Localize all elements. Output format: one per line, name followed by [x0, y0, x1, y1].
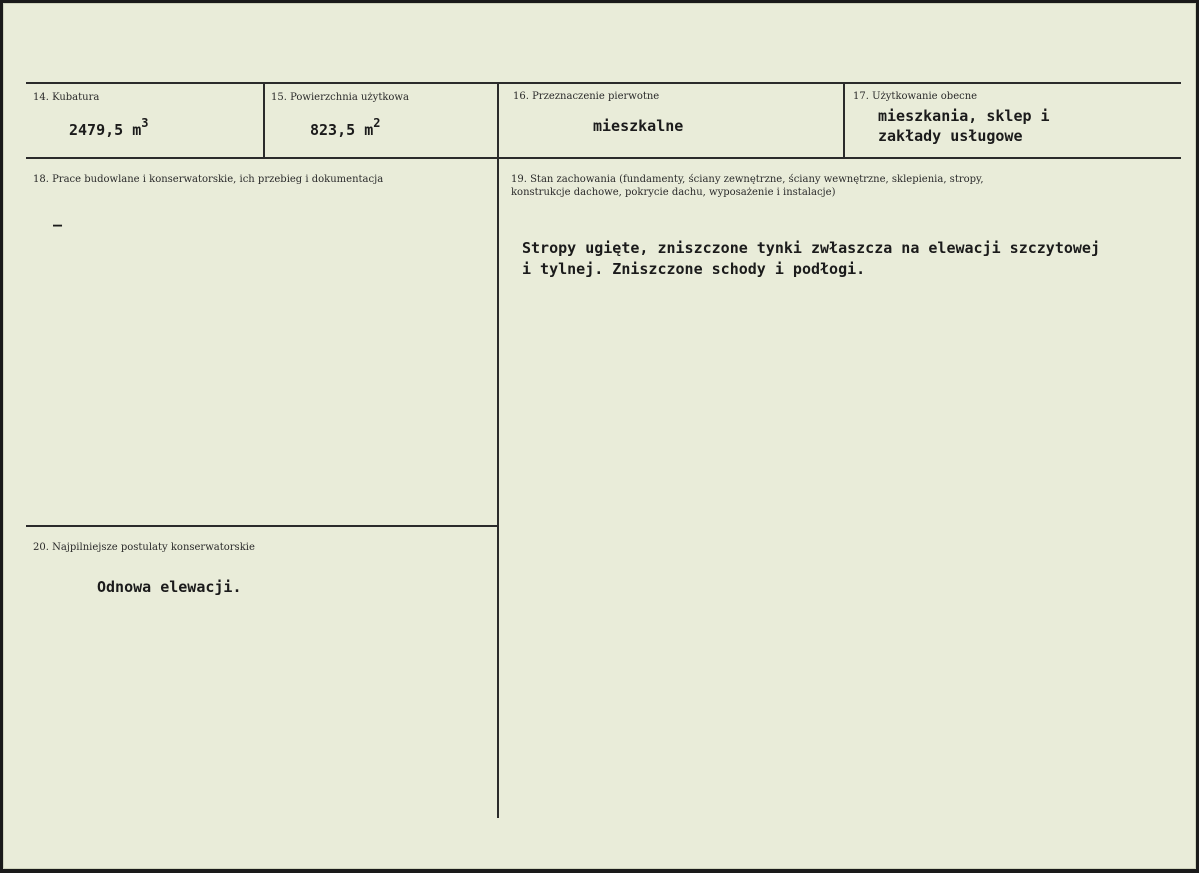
field-15-value: [310, 115, 380, 140]
field-14-unit: m: [132, 121, 142, 139]
field-14-number: 2479,5: [69, 121, 124, 139]
field-15-label: 15. Powierzchnia użytkowa: [271, 92, 409, 103]
field-19-label-line2: konstrukcje dachowe, pokrycie dachu, wyposażenie i instalacje): [511, 187, 836, 198]
top-row-border: [26, 82, 1181, 84]
field-15-unit-exp: 2: [373, 116, 381, 130]
field-20-value: Odnowa elewacji.: [97, 578, 242, 596]
row-divider: [26, 157, 1181, 159]
field-14-label: 14. Kubatura: [33, 92, 100, 103]
field-17-label: 17. Użytkowanie obecne: [853, 91, 978, 102]
field-16-value: mieszkalne: [593, 117, 684, 135]
field-14-value: [69, 115, 148, 140]
field-16-label: 16. Przeznaczenie pierwotne: [513, 91, 660, 102]
field-17-value-line2: zakłady usługowe: [878, 127, 1023, 145]
field-19-value-line1: Stropy ugięte, zniszczone tynki zwłaszcza na elewacji szczytowej: [522, 239, 1100, 257]
field-17-value-line1: mieszkania, sklep i: [878, 107, 1050, 125]
field-20-label: 20. Najpilniejsze postulaty konserwatorskie: [33, 542, 255, 553]
field-14-unit-exp: 3: [141, 116, 149, 130]
field-19-value-line2: i tylnej. Zniszczone schody i podłogi.: [522, 260, 866, 278]
field-15-number: 823,5: [310, 121, 356, 139]
field-15-unit: m: [364, 121, 374, 139]
col-divider-16-17: [843, 83, 845, 158]
field-19-label-line1: 19. Stan zachowania (fundamenty, ściany zewnętrzne, ściany wewnętrzne, sklepienia, stropy,: [511, 174, 984, 185]
left-column-divider: [26, 525, 498, 527]
col-divider-15-16: [497, 83, 499, 818]
field-18-label: 18. Prace budowlane i konserwatorskie, ich przebieg i dokumentacja: [33, 174, 384, 185]
col-divider-14-15: [263, 83, 265, 158]
record-card: [3, 3, 1196, 869]
field-18-value: –: [53, 216, 63, 234]
